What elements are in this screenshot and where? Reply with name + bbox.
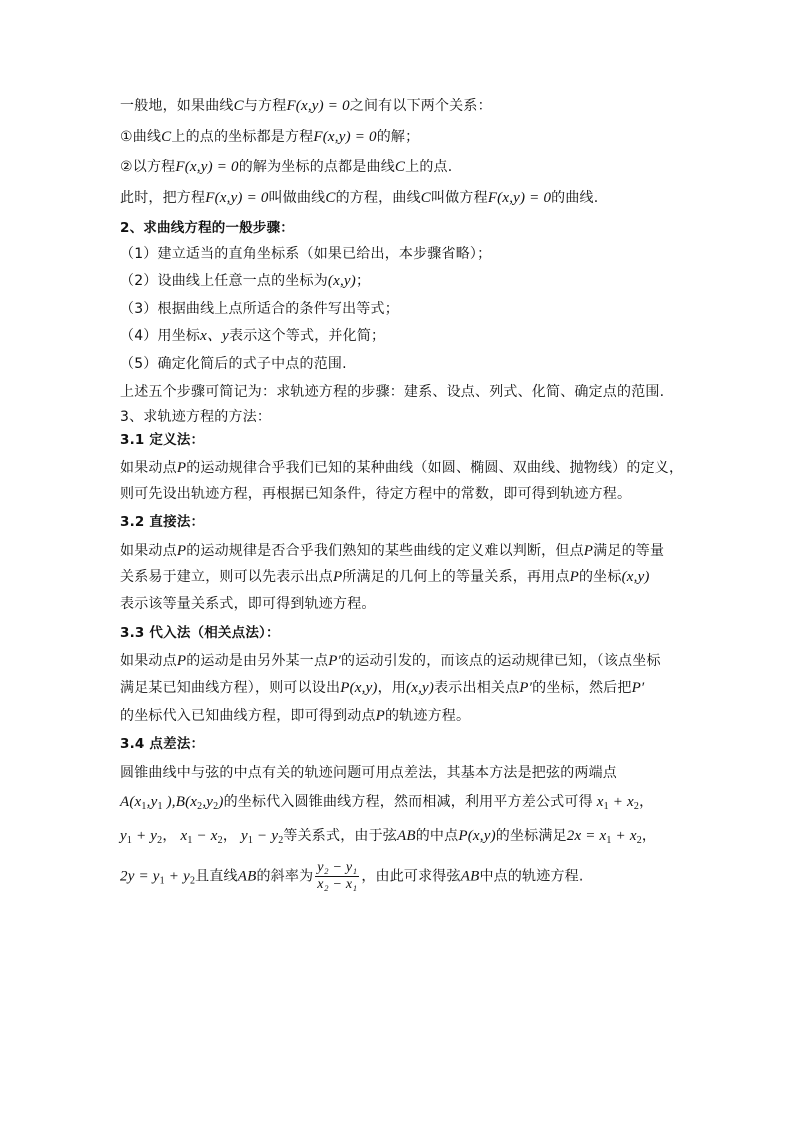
math-expression: (x,y) [327, 273, 356, 289]
text-run: ， [641, 828, 657, 844]
fraction-denominator: x₂ − x₁ [317, 877, 358, 892]
method-3-1-heading [120, 430, 204, 450]
math-expression: F(x,y) = 0 [175, 159, 239, 175]
text-run: 的坐标代入已知曲线方程，即可得到动点 [120, 708, 376, 724]
relation-two [120, 157, 452, 177]
math-expression: − x [192, 828, 218, 844]
math-subscript: 1 [141, 801, 147, 812]
math-subscript: 2 [213, 801, 219, 812]
text-run: 的轨迹方程。 [384, 708, 471, 724]
math-subscript: 1 [157, 801, 163, 812]
math-subscript: 2 [217, 835, 223, 846]
text-run: 上述五个步骤可简记为：求轨迹方程的步骤：建系、设点、列式、化简、确定点的范围. [120, 384, 665, 400]
text-run: ②以方程 [120, 159, 176, 175]
text-run: 如果动点 [120, 543, 177, 559]
method-3-4-heading [120, 734, 204, 754]
text-run: 的中点 [415, 828, 459, 844]
text-run: 的坐标，然后把 [532, 680, 632, 696]
method-3-3-text-1 [120, 651, 661, 671]
text-run: 叫做方程 [431, 190, 488, 206]
math-expression: P′ [519, 680, 533, 696]
math-expression: C [394, 159, 406, 175]
math-expression: C [420, 190, 431, 206]
math-expression: P [176, 543, 187, 559]
text-run: ， [639, 794, 654, 810]
fraction-numerator: y₂ − y₁ [317, 860, 358, 875]
math-expression: − y [253, 828, 279, 844]
text-run: 上的点的坐标都是方程 [171, 129, 314, 145]
method-3-3-heading [120, 623, 280, 643]
math-subscript: 1 [247, 835, 254, 846]
math-expression: x、y [200, 328, 230, 344]
text-run: 3.2 直接法： [120, 514, 205, 530]
text-run: （1）建立适当的直角坐标系（如果已给出，本步骤省略）； [120, 246, 492, 262]
math-expression: AB [237, 868, 257, 885]
text-run: 3.3 代入法（相关点法）： [120, 625, 280, 641]
step-1 [120, 244, 491, 264]
text-run: ，由此可求得弦 [361, 868, 461, 885]
text-run: 的解； [376, 129, 420, 145]
text-run: 3.4 点差法： [120, 736, 205, 752]
text-run: （4）用坐标 [120, 328, 201, 344]
slope-fraction [315, 860, 359, 893]
text-run: 3.1 定义法： [120, 432, 205, 448]
math-subscript: 1 [606, 835, 612, 846]
math-subscript: 2 [197, 801, 203, 812]
math-expression: F(x,y) = 0 [313, 129, 377, 145]
relation-one [120, 127, 419, 147]
text-run: 所满足的几何上的等量关系，再用点 [342, 569, 570, 585]
text-run: 的斜率为 [256, 868, 314, 885]
text-run: 的解为坐标的点都是曲线 [238, 159, 395, 175]
text-run: 关系易于建立，则可以先表示出点 [120, 569, 333, 585]
math-expression: + y [132, 828, 158, 844]
text-run: （5）确定化简后的式子中点的范围. [120, 356, 347, 372]
math-expression: P [176, 460, 187, 476]
text-run: ， [222, 828, 238, 844]
text-run: 的运动引发的，而该点的运动规律已知，（该点坐标 [341, 653, 661, 669]
text-run: ， [162, 828, 177, 844]
math-expression: P [176, 653, 187, 669]
math-expression: AB [397, 828, 416, 844]
text-run: （2）设曲线上任意一点的坐标为 [120, 273, 328, 289]
math-expression: y [120, 828, 127, 844]
math-expression: + x [608, 794, 634, 810]
text-run: 的运动规律合乎我们已知的某种曲线（如圆、椭圆、双曲线、抛物线）的定义， [186, 460, 684, 476]
method-3-2-heading [120, 512, 204, 532]
math-expression: F(x,y) = 0 [487, 190, 552, 206]
math-subscript: 2 [278, 835, 284, 846]
math-expression: F(x,y) = 0 [286, 98, 350, 114]
method-3-4-text-1 [120, 763, 617, 783]
text-run: 的坐标满足 [495, 828, 567, 844]
math-expression: + x [611, 828, 637, 844]
step-2 [120, 271, 370, 291]
math-subscript: 2 [633, 801, 640, 812]
method-3-4-text-2 [120, 792, 653, 817]
math-expression: P′ [631, 680, 645, 696]
text-run: （3）根据曲线上点所适合的条件写出等式； [120, 301, 399, 317]
math-expression: P(x,y) [458, 828, 496, 844]
math-subscript: 2 [157, 835, 163, 846]
text-run: 此时，把方程 [120, 190, 206, 206]
text-run: 且直线 [195, 868, 238, 885]
text-run: 3、求轨迹方程的方法： [120, 409, 272, 425]
math-expression: (x,y) [406, 680, 435, 696]
math-expression: C [233, 98, 244, 114]
text-run: 中点的轨迹方程. [479, 868, 584, 885]
text-run: 等关系式，由于弦 [283, 828, 397, 844]
steps-summary [120, 382, 664, 402]
section-2-heading [120, 218, 294, 238]
text-run: ； [355, 273, 371, 289]
text-run: 表示该等量关系式，即可得到轨迹方程。 [120, 596, 376, 612]
math-expression: F(x,y) = 0 [205, 190, 269, 206]
text-run: 与方程 [243, 98, 287, 114]
math-expression: ,y [146, 794, 158, 810]
text-run: ①曲线 [120, 129, 162, 145]
text-run: 的曲线. [551, 190, 599, 206]
section-3-heading [120, 407, 271, 427]
math-expression: C [325, 190, 336, 206]
text-run: 的运动规律是否合乎我们熟知的某些曲线的定义难以判断，但点 [186, 543, 584, 559]
math-expression: ,y [202, 794, 214, 810]
math-expression: A(x [120, 794, 142, 810]
text-run: 上的点. [405, 159, 453, 175]
math-subscript: 1 [126, 835, 133, 846]
math-expression: P(x,y) [340, 680, 378, 696]
math-expression: 2x = x [566, 828, 607, 844]
method-3-4-text-4 [120, 860, 584, 893]
math-expression: C [161, 129, 172, 145]
math-expression: + y [164, 868, 190, 885]
method-3-2-text-3 [120, 594, 376, 614]
text-run: 2、求曲线方程的一般步骤： [120, 220, 294, 236]
math-subscript: 2 [636, 835, 642, 846]
text-run: ，用 [377, 680, 407, 696]
text-run: 如果动点 [120, 460, 177, 476]
method-3-4-text-3 [120, 826, 656, 851]
math-expression: P [583, 543, 594, 559]
math-expression: (x,y) [621, 569, 650, 585]
text-run: 的坐标 [578, 569, 622, 585]
definition-intro [120, 96, 492, 116]
text-run: 圆锥曲线中与弦的中点有关的轨迹问题可用点差法，其基本方法是把弦的两端点 [120, 765, 617, 781]
text-run: 的运动是由另外某一点 [186, 653, 329, 669]
math-expression: P [569, 569, 579, 585]
math-subscript: 1 [187, 835, 193, 846]
math-expression: ) [218, 794, 224, 810]
method-3-3-text-3 [120, 706, 470, 726]
text-run: 之间有以下两个关系： [349, 98, 492, 114]
step-4 [120, 326, 385, 346]
math-expression: x [592, 794, 604, 810]
method-3-2-text-1 [120, 541, 664, 561]
definition-conclusion [120, 188, 598, 208]
math-expression: x [176, 828, 188, 844]
step-3 [120, 299, 399, 319]
text-run: 一般地，如果曲线 [120, 98, 234, 114]
step-5 [120, 354, 347, 374]
math-subscript: 2 [189, 875, 196, 887]
text-run: 如果动点 [120, 653, 177, 669]
text-run: 表示出相关点 [434, 680, 520, 696]
text-run: 则可先设出轨迹方程，再根据已知条件，待定方程中的常数，即可得到轨迹方程。 [120, 486, 632, 502]
math-expression: P [375, 708, 385, 724]
text-run: 的坐标代入圆锥曲线方程，然而相减，利用平方差公式可得 [223, 794, 593, 810]
math-expression: AB [460, 868, 480, 885]
text-run: 满足某已知曲线方程），则可以设出 [120, 680, 341, 696]
math-subscript: 1 [159, 875, 165, 887]
math-expression: P′ [328, 653, 342, 669]
text-run: 的方程，曲线 [335, 190, 421, 206]
math-expression: ),B(x [162, 794, 198, 810]
math-expression: y [237, 828, 248, 844]
method-3-3-text-2 [120, 678, 644, 698]
method-3-2-text-2 [120, 567, 650, 587]
text-run: 表示这个等式，并化简； [229, 328, 386, 344]
method-3-1-text-1 [120, 458, 683, 478]
text-run: 满足的等量 [593, 543, 665, 559]
math-expression: 2y = y [120, 868, 160, 885]
math-subscript: 1 [603, 801, 609, 812]
math-expression: P [333, 569, 343, 585]
method-3-1-text-2 [120, 484, 631, 504]
text-run: 叫做曲线 [268, 190, 326, 206]
